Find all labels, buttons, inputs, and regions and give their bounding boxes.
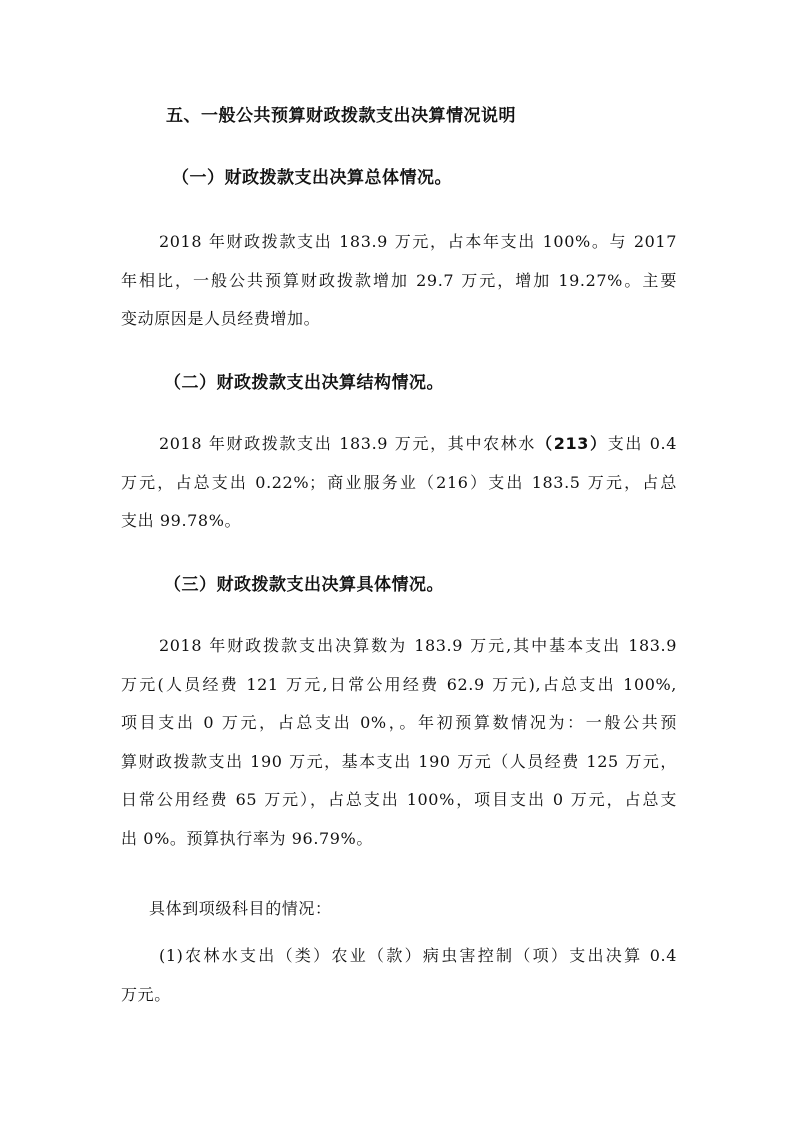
paragraph-overall xyxy=(121,223,677,339)
paragraph-detail xyxy=(121,627,677,858)
list-item xyxy=(121,937,677,1014)
paragraph-line: 2018 年财政拨款支出 183.9 万元，占本年支出 100%。与 2017 xyxy=(159,232,677,251)
paragraph-line: 支出 99.78%。 xyxy=(121,511,242,530)
paragraph-line: 算财政拨款支出 190 万元，基本支出 190 万元（人员经费 125 万元， xyxy=(121,751,677,771)
paragraph-structure xyxy=(121,425,677,541)
subsection-heading-overall: （一）财政拨款支出决算总体情况。 xyxy=(172,168,452,188)
text-run: 2018 年财政拨款支出 183.9 万元，其中农林水 xyxy=(159,434,537,453)
paragraph-line: 2018 年财政拨款支出决算数为 183.9 万元,其中基本支出 183.9 xyxy=(159,636,677,655)
subsection-heading-detail: （三）财政拨款支出决算具体情况。 xyxy=(164,575,444,595)
section-title: 五、一般公共预算财政拨款支出决算情况说明 xyxy=(166,106,516,126)
paragraph-line: 年相比，一般公共预算财政拨款增加 29.7 万元，增加 19.27%。主要 xyxy=(121,270,677,290)
paragraph-line: 万元，占总支出 0.22%；商业服务业（216）支出 183.5 万元，占总 xyxy=(121,472,677,492)
paragraph-line: (1)农林水支出（类）农业（款）病虫害控制（项）支出决算 0.4 xyxy=(159,946,677,965)
paragraph-line: 出 0%。预算执行率为 96.79%。 xyxy=(121,828,373,848)
paragraph-line: 项目支出 0 万元，占总支出 0%，。年初预算数情况为：一般公共预 xyxy=(121,713,677,732)
paragraph-line: 日常公用经费 65 万元），占总支出 100%，项目支出 0 万元，占总支 xyxy=(121,790,677,809)
bold-code: （213） xyxy=(536,434,608,453)
text-run: 支出 0.4 xyxy=(607,434,678,453)
paragraph-line xyxy=(121,425,677,464)
paragraph-line: 万元。 xyxy=(121,984,171,1004)
subsection-heading-structure: （二）财政拨款支出决算结构情况。 xyxy=(164,373,444,393)
item-intro: 具体到项级科目的情况： xyxy=(149,899,332,918)
paragraph-line: 万元(人员经费 121 万元,日常公用经费 62.9 万元),占总支出 100%, xyxy=(121,674,677,694)
paragraph-line: 变动原因是人员经费增加。 xyxy=(121,309,321,328)
